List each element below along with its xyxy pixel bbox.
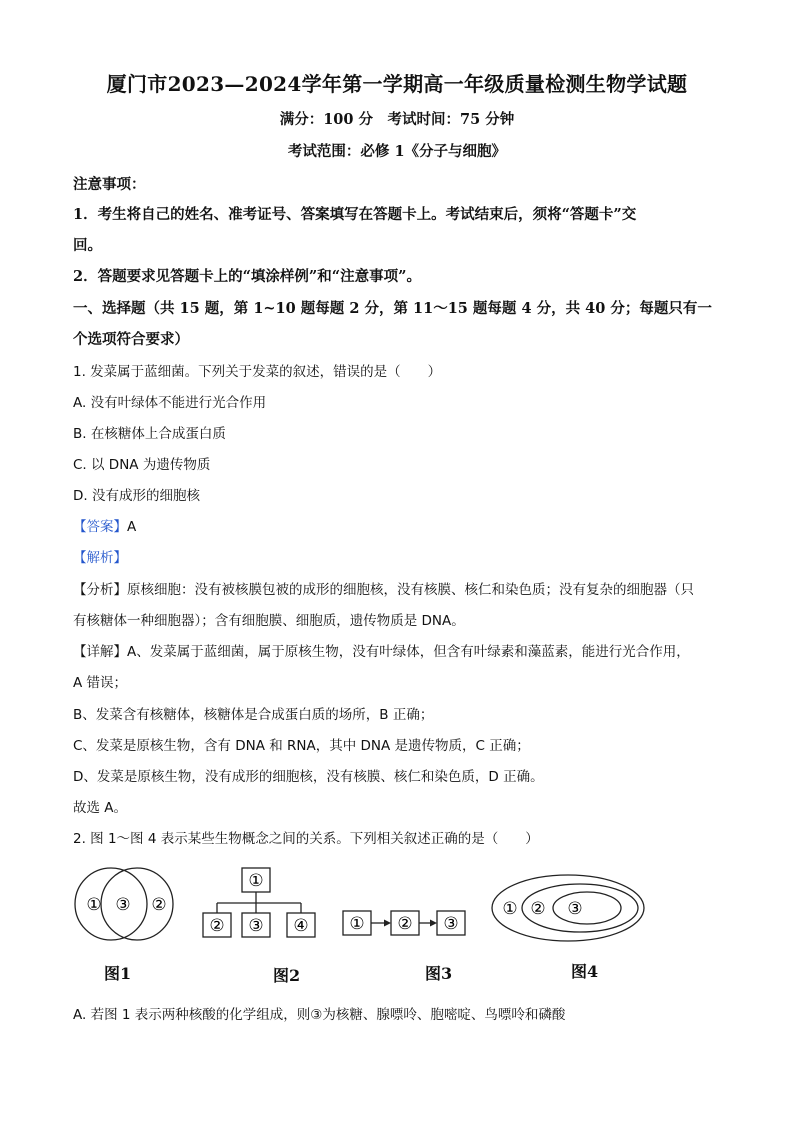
score-time-line: 满分：100 分 考试时间：75 分钟 xyxy=(279,111,515,128)
fig3-mark-1: ① xyxy=(349,914,365,934)
section-heading: 一、选择题（共 15 题，第 1~10 题每题 2 分，第 11～15 题每题 4 分，共 40 分；每题只有一 xyxy=(73,300,712,317)
fig4-mark-3: ③ xyxy=(567,899,583,919)
detail-text: A、发菜属于蓝细菌，属于原核生物，没有叶绿体，但含有叶绿素和藻蓝素，能进行光合作用， xyxy=(127,644,690,660)
answer-value: A xyxy=(127,519,137,535)
q2-option-a: A. 若图 1 表示两种核酸的化学组成，则③为核糖、腺嘌呤、胞嘧啶、鸟嘌呤和磷酸 xyxy=(73,1007,566,1023)
fig2-mark-2: ② xyxy=(209,916,225,936)
page-title: 厦门市2023—2024学年第一学期高一年级质量检测生物学试题 xyxy=(106,72,688,96)
q1-conclusion: 故选 A。 xyxy=(73,800,128,816)
fig4-mark-1: ① xyxy=(502,899,518,919)
fig1-mark-1: ① xyxy=(86,895,102,915)
notes-heading: 注意事项： xyxy=(73,176,146,193)
fig3-arrowhead-1 xyxy=(384,920,391,927)
answer-tag: 【答案】 xyxy=(73,519,127,535)
q1-detail-b: B、发菜含有核糖体，核糖体是合成蛋白质的场所，B 正确； xyxy=(73,707,434,723)
fig1-mark-3: ③ xyxy=(115,895,131,915)
analysis-tag: 【解析】 xyxy=(73,550,127,566)
q1-option-c: C. 以 DNA 为遗传物质 xyxy=(73,457,211,473)
section-heading-cont: 个选项符合要求） xyxy=(73,331,189,348)
q1-option-b: B. 在核糖体上合成蛋白质 xyxy=(73,426,226,442)
q1-analysis xyxy=(73,578,723,598)
q1-option-d: D. 没有成形的细胞核 xyxy=(73,488,200,504)
fig3-arrowhead-2 xyxy=(430,920,437,927)
q1-detail xyxy=(73,640,723,660)
figure-1-caption: 图1 xyxy=(104,964,132,983)
q2-stem: 2. 图 1～图 4 表示某些生物概念之间的关系。下列相关叙述正确的是（ ） xyxy=(73,831,539,847)
q1-detail-cont: A 错误； xyxy=(73,675,128,691)
fig3-mark-2: ② xyxy=(397,914,413,934)
figure-2-caption: 图2 xyxy=(273,966,301,985)
analysis-label: 【分析】 xyxy=(73,582,127,598)
detail-label: 【详解】 xyxy=(73,644,127,660)
fig4-mark-2: ② xyxy=(530,899,546,919)
fig2-mark-3: ③ xyxy=(248,916,264,936)
q1-option-a: A. 没有叶绿体不能进行光合作用 xyxy=(73,395,267,411)
fig2-mark-1: ① xyxy=(248,871,264,891)
q1-stem: 1. 发菜属于蓝细菌。下列关于发菜的叙述，错误的是（ ） xyxy=(73,364,442,380)
q1-detail-c: C、发菜是原核生物，含有 DNA 和 RNA，其中 DNA 是遗传物质，C 正确； xyxy=(73,738,530,754)
q1-analysis-cont: 有核糖体一种细胞器）；含有细胞膜、细胞质，遗传物质是 DNA。 xyxy=(73,613,465,629)
figure-4-caption: 图4 xyxy=(571,962,599,981)
notes-item-1-cont: 回。 xyxy=(73,237,102,254)
fig1-mark-2: ② xyxy=(151,895,167,915)
q1-answer xyxy=(73,515,723,535)
fig3-mark-3: ③ xyxy=(443,914,459,934)
figure-3-caption: 图3 xyxy=(425,964,453,983)
q1-detail-d: D、发菜是原核生物，没有成形的细胞核，没有核膜、核仁和染色质，D 正确。 xyxy=(73,769,544,785)
exam-scope-line: 考试范围：必修 1《分子与细胞》 xyxy=(287,143,507,160)
fig2-mark-4: ④ xyxy=(293,916,309,936)
fig4-inner-ellipse xyxy=(553,892,621,924)
analysis-text: 原核细胞：没有被核膜包被的成形的细胞核，没有核膜、核仁和染色质；没有复杂的细胞器（只 xyxy=(127,582,694,598)
notes-item-1: 1．考生将自己的姓名、准考证号、答案填写在答题卡上。考试结束后，须将“答题卡”交 xyxy=(73,206,637,223)
notes-item-2: 2．答题要求见答题卡上的“填涂样例”和“注意事项”。 xyxy=(73,268,421,285)
